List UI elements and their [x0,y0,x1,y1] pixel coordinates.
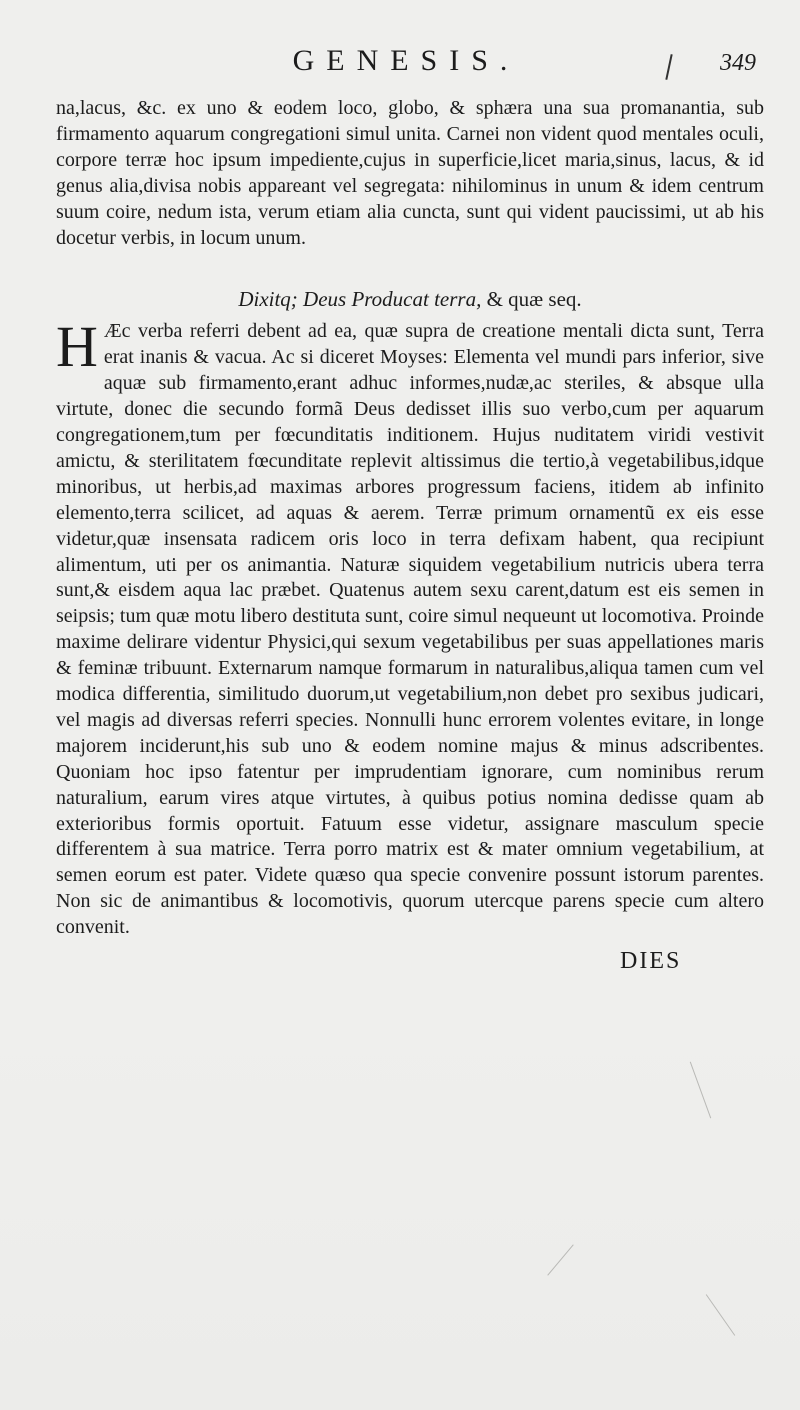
section-heading-italic: Dixitq; Deus Producat terra, [238,287,482,312]
section-heading-rest: & quæ seq. [481,287,582,312]
page-header [56,44,756,84]
main-text [56,96,764,941]
paragraph-2 [56,314,764,941]
paragraph-1: na,lacus, &c. ex uno & eodem loco, globo, & sphæra una sua promanantia, sub firmamento aquarum congregationi simul unita. Carnei non vident quod mentales oculi, corpore terræ hoc ipsum impediente,cujus in superficie,licet maria,sinus, lacus, & id genus alia,divisa nobis appareant vel segregata: nihilominus in unum & idem centrum suum coire, nedum ista, verum etiam alia cuncta, sunt qui vident paucissimi, ut ab his docetur verbis, in locum unum. [56,97,764,249]
blank-lower-page [0,1020,800,1410]
show-through-mark [547,1244,573,1275]
running-title: GENESIS. [292,44,520,77]
paragraph-2-text: Æc verba referri debent ad ea, quæ supra de creatione mentali dicta sunt, Terra erat inanis & vacua. Ac si diceret Moyses: Elementa vel mundi pars inferior, sive aquæ sub firmamento,erant adhuc informes,nudæ,ac steriles, & absque ulla virtute, donec die secundo formã Deus dedisset illis suo verbo,cum per aquarum congregationem,tum per fœcunditatis inditionem. Hujus nuditatem viridi vestivit amictu, & sterilitatem fœcunditate replevit altissimus die tertio,à vegetabilibus,idque minoribus, ut herbis,ad maximas arbores progressum faciens, itidem ab infinito elemento,terra scilicet, ad aquas & aerem. Terræ primum ornamentũ ex eis esse videtur,quæ insensata radicem oris loco in terra defixam habent, qua recipiunt alimentum, uti per os animantia. Naturæ siquidem vegetabilium nutricis ubera terra sunt,& eisdem aqua lac præbet. Quatenus autem sexu carent,datum est eis semen in seipsis; tum quæ motu libero destituta sunt, coire simul nequeunt ut locomotiva. Proinde maxime delirare videntur Physici,qui sexum vegetabilibus per suas appellationes maris & feminæ tribuunt. Externarum namque formarum in naturalibus,aliqua tamen cum vel modica differentia, similitudo duorum,ut vegetabilium,non debet pro sexibus judicari, vel magis ad diversas referri species. Nonnulli hunc errorem volentes evitare, in longe majorem inciderunt,his sub uno & eodem nomine majus & minus adscribentes. Quoniam hoc ipso fatentur per imprudentiam ignorare, cum nominibus rerum naturalium, earum vires atque virtutes, à quibus potius nomina dedisse quam ab exterioribus formis oportuit. Fatuum esse videtur, assignare masculum specie differentem à sua matrice. Terra porro matrix est & mater omnium vegetabilium, at semen eorum est pater. Videte quæso qua specie convenire possunt istorum parentes. Non sic de animantibus & locomotivis, quorum utercque parens specie cum altero convenit. [56,320,764,939]
show-through-mark [690,1062,711,1119]
section-heading [56,287,764,313]
show-through-mark [706,1294,735,1336]
catchword: DIES [620,948,682,974]
drop-cap: H [56,314,98,380]
page-number: 349 [720,50,756,76]
